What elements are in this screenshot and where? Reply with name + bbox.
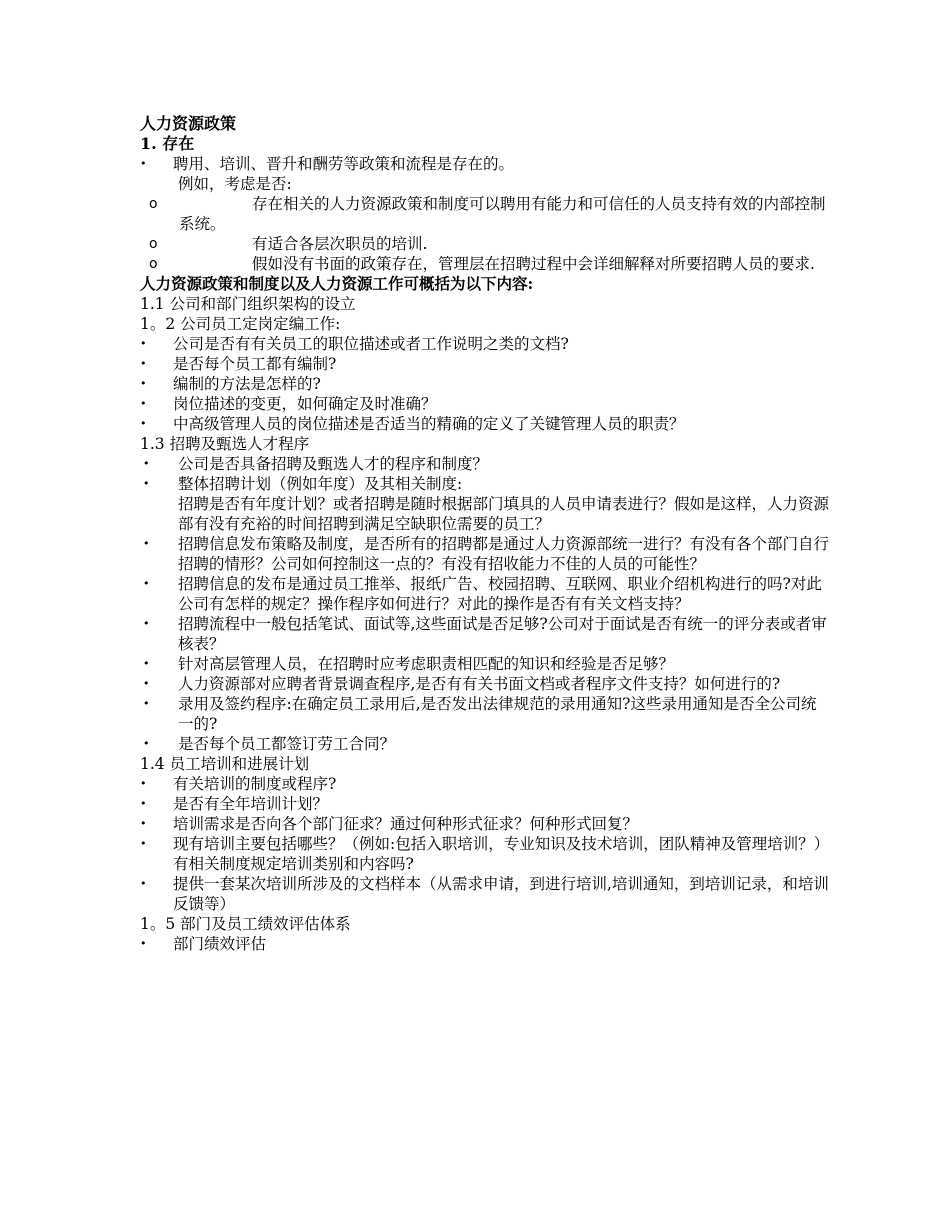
- list-item: • 招聘信息发布策略及制度，是否所有的招聘都是通过人力资源部统一进行？有没有各个部门自行招聘的情形？公司如何控制这一点的？有没有招收能力不佳的人员的可能性？: [143, 535, 830, 573]
- list-item: • 整体招聘计划（例如年度）及其相关制度:: [143, 475, 463, 493]
- list-item: • 公司是否有有关员工的职位描述或者工作说明之类的文档?: [140, 335, 569, 353]
- list-item: • 编制的方法是怎样的?: [140, 375, 321, 393]
- bullet-icon: •: [140, 877, 147, 890]
- list-item: • 针对高层管理人员，在招聘时应考虑职责相匹配的知识和经验是否足够？: [143, 655, 675, 673]
- section-1-4-heading: 1.4 员工培训和进展计划: [140, 755, 310, 773]
- list-item: • 现有培训主要包括哪些？（例如:包括入职培训，专业知识及技术培训，团队精神及管理培训？）有相关制度规定培训类别和内容吗?: [140, 835, 830, 873]
- list-item: • 是否有全年培训计划？: [140, 795, 329, 813]
- list-item: • 部门绩效评估: [140, 935, 267, 953]
- list-item: • 招聘流程中一般包括笔试、面试等,这些面试是否足够?公司对于面试是否有统一的评分表或者审核表？: [143, 615, 827, 653]
- plan-note: 招聘是否有年度计划？或者招聘是随时根据部门填具的人员申请表进行？假如是这样，人力资源部有没有充裕的时间招聘到满足空缺职位需要的员工？: [178, 495, 830, 533]
- list-item: • 培训需求是否向各个部门征求？通过何种形式征求？何种形式回复？: [140, 815, 639, 833]
- list-item: • 中高级管理人员的岗位描述是否适当的精确的定义了关键管理人员的职责？: [140, 415, 685, 433]
- section-1-1-heading: 1.1 公司和部门组织架构的设立: [140, 295, 356, 313]
- list-item: • 公司是否具备招聘及甄选人才的程序和制度？: [143, 455, 489, 473]
- list-item: • 是否每个员工都签订劳工合同？: [143, 735, 396, 753]
- bullet-icon: •: [143, 537, 150, 550]
- bullet-icon: •: [143, 677, 150, 690]
- bullet-icon: •: [140, 397, 147, 410]
- circle-bullet-icon: o: [149, 256, 158, 272]
- bullet-icon: •: [140, 937, 147, 950]
- circle-bullet-icon: o: [149, 196, 158, 212]
- list-item: • 聘用、培训、晋升和酬劳等政策和流程是存在的。: [140, 155, 515, 173]
- sub-list-item: o 假如没有书面的政策存在，管理层在招聘过程中会详细解释对所要招聘人员的要求.: [149, 255, 815, 273]
- document-page: [140, 114, 830, 954]
- bullet-icon: •: [143, 657, 150, 670]
- bullet-icon: •: [140, 157, 147, 170]
- section-1-2-heading: 1。2 公司员工定岗定编工作:: [140, 315, 341, 333]
- bullet-icon: •: [140, 417, 147, 430]
- bullet-icon: •: [140, 357, 147, 370]
- document-title: 人力资源政策: [140, 114, 237, 133]
- bullet-icon: •: [143, 617, 150, 630]
- list-item: • 有关培训的制度或程序?: [140, 775, 337, 793]
- bullet-icon: •: [140, 337, 147, 350]
- bullet-icon: •: [143, 697, 150, 710]
- summary-heading: 人力资源政策和制度以及人力资源工作可概括为以下内容:: [140, 274, 534, 293]
- bullet-icon: •: [140, 797, 147, 810]
- section-1-3-heading: 1.3 招聘及甄选人才程序: [140, 435, 310, 453]
- list-item: • 人力资源部对应聘者背景调查程序,是否有有关书面文档或者程序文件支持？如何进行的?: [143, 675, 781, 693]
- bullet-icon: •: [140, 837, 147, 850]
- section-1-5-heading: 1。5 部门及员工绩效评估体系: [140, 915, 351, 933]
- bullet-icon: •: [140, 377, 147, 390]
- bullet-icon: •: [143, 577, 150, 590]
- sub-list-item: o 存在相关的人力资源政策和制度可以聘用有能力和可信任的人员支持有效的内部控制系统。: [149, 195, 826, 233]
- list-item: • 岗位描述的变更，如何确定及时准确？: [140, 395, 437, 413]
- list-item: • 招聘信息的发布是通过员工推举、报纸广告、校园招聘、互联网、职业介绍机构进行的吗?对此公司有怎样的规定？操作程序如何进行？对此的操作是否有有关文档支持？: [143, 575, 822, 613]
- bullet-icon: •: [140, 777, 147, 790]
- bullet-icon: •: [140, 817, 147, 830]
- list-item: • 录用及签约程序:在确定员工录用后,是否发出法律规范的录用通知?这些录用通知是否全公司统一的?: [143, 695, 817, 733]
- example-line: 例如，考虑是否:: [178, 175, 292, 193]
- bullet-icon: •: [143, 457, 150, 470]
- list-item: • 是否每个员工都有编制?: [140, 355, 337, 373]
- section-1-heading: 1. 存在: [140, 134, 195, 153]
- bullet-icon: •: [143, 737, 150, 750]
- sub-list-item: o 有适合各层次职员的培训.: [149, 235, 428, 253]
- circle-bullet-icon: o: [149, 236, 158, 252]
- bullet-icon: •: [143, 477, 150, 490]
- list-item: • 提供一套某次培训所涉及的文档样本（从需求申请，到进行培训,培训通知，到培训记录，和培训反馈等）: [140, 875, 829, 913]
